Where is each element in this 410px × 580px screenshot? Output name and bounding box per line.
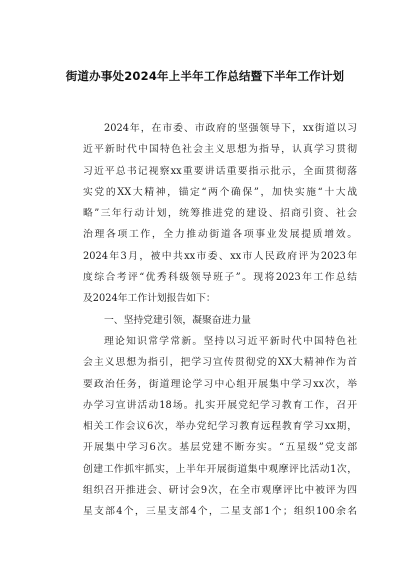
body-line: 2024年3月，被中共xx市委、xx市人民政府评为2023年: [83, 250, 357, 262]
body-line: 办学习宣讲活动18场。扎实开展党纪学习教育工作，召开: [83, 399, 357, 411]
body-line: 创建工作抓牢抓实，上半年开展街道集中观摩评比活动1次，: [83, 463, 357, 475]
body-line: 度综合考评“优秀科级领导班子”。现将2023年工作总结: [83, 272, 357, 284]
body-line: 会主义思想为指引，把学习宣传贯彻党的XX大精神作为首: [83, 357, 357, 369]
body-line: 开展集中学习6次。基层党建不断夯实。“五星级”党支部: [83, 442, 357, 454]
body-line: 组织召开推进会、研讨会9次，在全市观摩评比中被评为四: [83, 485, 357, 497]
body-line: 略”三年行动计划，统筹推进党的建设、招商引资、社会: [83, 208, 357, 220]
body-line: 要政治任务，街道理论学习中心组开展集中学习xx次，举: [83, 378, 357, 390]
body-line: 习近平总书记视察xx重要讲话重要指示批示，全面贯彻落: [83, 165, 357, 177]
document-body: [83, 118, 357, 523]
body-line: 一、坚持党建引领，凝聚奋进力量: [104, 314, 251, 326]
body-line: 相关工作会议6次，举办党纪学习教育远程教育学习xx期，: [83, 421, 357, 433]
body-line: 星支部4个，三星支部4个，二星支部1个；组织100余名: [83, 506, 357, 518]
body-line: 及2024年工作计划报告如下：: [83, 293, 216, 305]
body-line: 2024年，在市委、市政府的坚强领导下，xx街道以习: [104, 123, 357, 134]
body-line: 理论知识常学常新。坚持以习近平新时代中国特色社: [104, 335, 357, 347]
document-title: 街道办事处2024年上半年工作总结暨下半年工作计划: [65, 69, 345, 83]
body-line: 治理各项工作，全力推动街道各项事业发展提质增效。: [83, 229, 357, 241]
body-line: 近平新时代中国特色社会主义思想为指导，认真学习贯彻: [83, 144, 357, 156]
body-line: 实党的XX大精神，锚定“两个确保”，加快实施“十大战: [83, 186, 357, 198]
